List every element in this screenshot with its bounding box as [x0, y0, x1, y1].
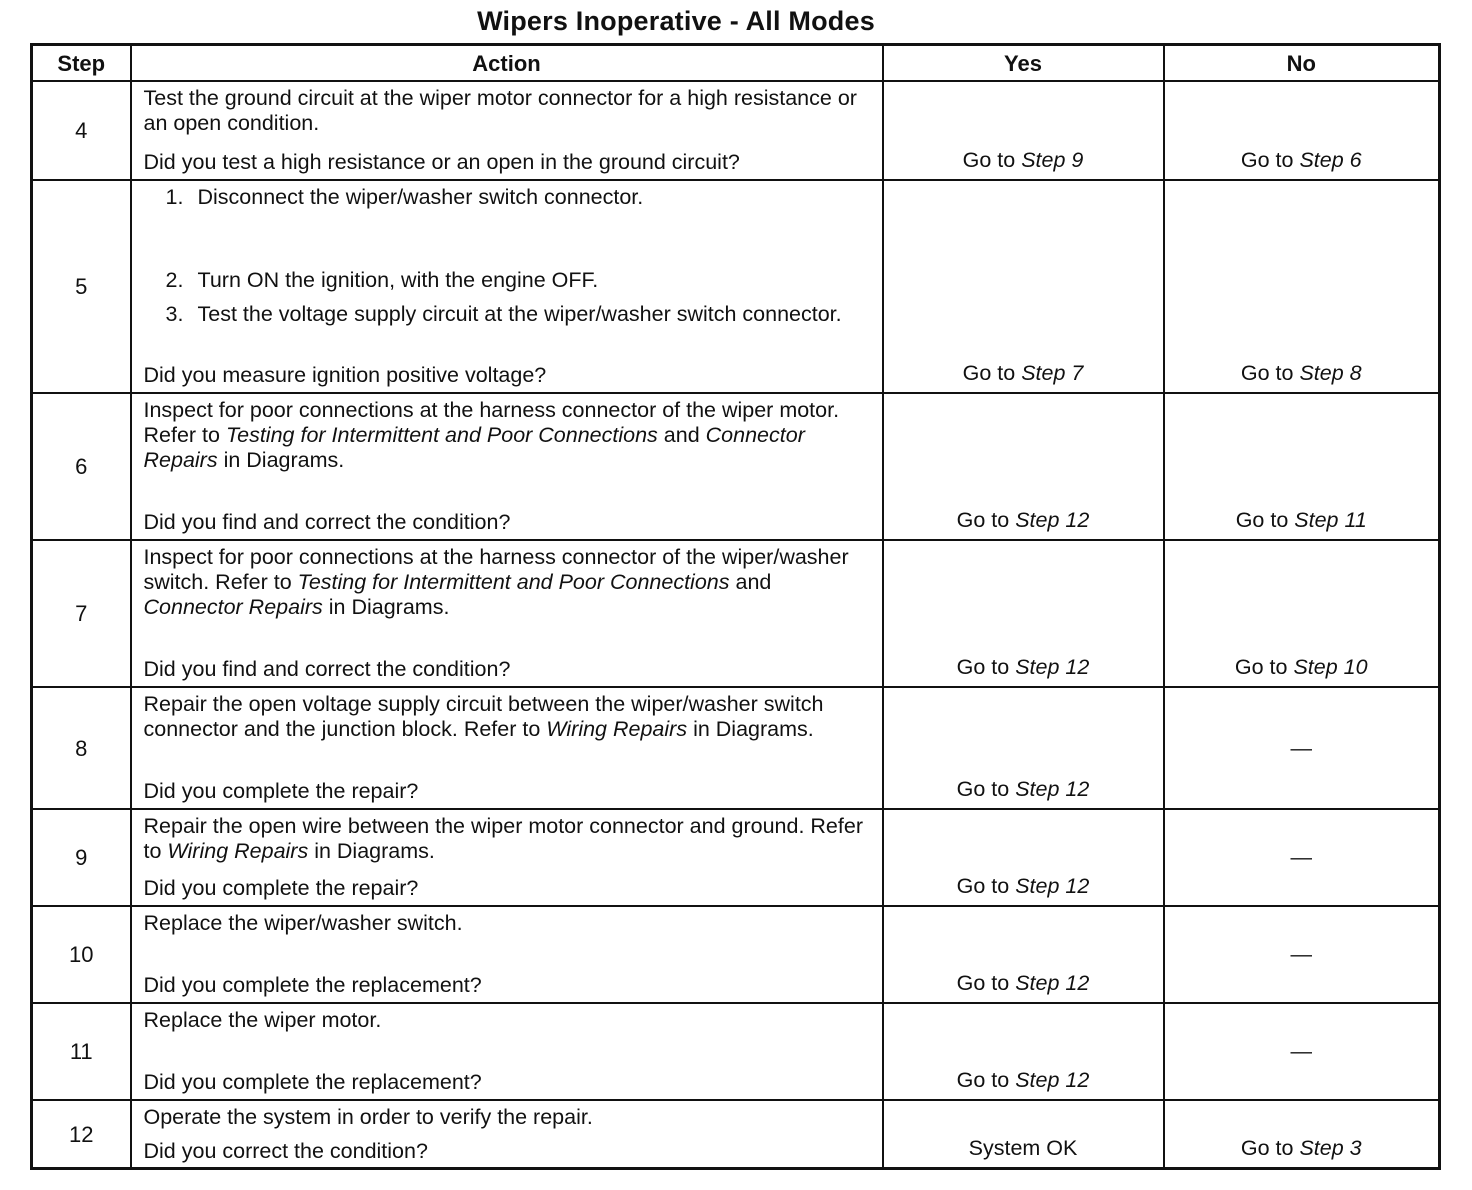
- no-step-link[interactable]: Step 8: [1299, 361, 1362, 385]
- step-number: 11: [32, 1003, 131, 1100]
- no-cell: [1164, 393, 1440, 540]
- step-number: 12: [32, 1100, 131, 1169]
- step-number: 7: [32, 540, 131, 687]
- action-cell: [131, 906, 883, 1003]
- action-question: Did you complete the replacement?: [143, 973, 482, 997]
- text-segment: Inspect for poor connections at the harness connector of the wiper/washer switch. Refer to: [143, 545, 849, 594]
- yes-cell: [883, 1003, 1164, 1100]
- table-row: [32, 393, 1440, 540]
- text-segment: Inspect for poor connections at the harness connector of the wiper motor. Refer to: [143, 398, 840, 447]
- text-segment: Repair the open wire between the wiper motor connector and ground. Refer to: [143, 814, 863, 863]
- table-row: [32, 1100, 1440, 1169]
- action-question: Did you measure ignition positive voltage?: [143, 363, 547, 387]
- yes-cell: [883, 81, 1164, 180]
- no-prefix: Go to: [1235, 508, 1289, 532]
- no-prefix: Go to: [1240, 148, 1294, 172]
- yes-step-link[interactable]: Step 9: [1021, 148, 1084, 172]
- reference-link[interactable]: Testing for Intermittent and Poor Connections: [225, 423, 658, 447]
- yes-step-link[interactable]: Step 7: [1021, 361, 1084, 385]
- yes-cell: [883, 687, 1164, 809]
- yes-prefix: Go to: [956, 655, 1010, 679]
- list-item: [166, 185, 874, 210]
- action-text: [144, 394, 874, 473]
- yes-step-link[interactable]: Step 12: [1015, 508, 1090, 532]
- yes-prefix: Go to: [956, 777, 1010, 801]
- header-action: Action: [131, 45, 883, 82]
- action-question: Did you complete the repair?: [143, 876, 419, 900]
- step-number: 8: [32, 687, 131, 809]
- yes-step-link[interactable]: Step 12: [1015, 971, 1090, 995]
- no-step-link[interactable]: Step 6: [1299, 148, 1362, 172]
- reference-link[interactable]: Connector Repairs: [143, 423, 805, 472]
- header-row: [32, 45, 1440, 82]
- action-text: Operate the system in order to verify the repair.: [143, 1105, 593, 1129]
- action-cell: [131, 393, 883, 540]
- list-number: 1.: [165, 185, 184, 209]
- action-question: Did you complete the repair?: [143, 779, 419, 803]
- reference-link[interactable]: Connector Repairs: [143, 595, 323, 619]
- list-text: Disconnect the wiper/washer switch connector.: [197, 185, 644, 209]
- list-text: Test the voltage supply circuit at the wiper/washer switch connector.: [197, 302, 842, 326]
- header-no: No: [1164, 45, 1440, 82]
- step-number: 9: [32, 809, 131, 906]
- no-cell: —: [1164, 906, 1440, 1003]
- action-question: Did you correct the condition?: [143, 1139, 428, 1163]
- yes-prefix: Go to: [956, 874, 1010, 898]
- text-segment: and: [663, 423, 700, 447]
- no-prefix: Go to: [1240, 1136, 1294, 1160]
- step-number: 10: [32, 906, 131, 1003]
- action-text: Replace the wiper motor.: [143, 1008, 382, 1032]
- yes-prefix: Go to: [956, 508, 1010, 532]
- action-text: [144, 541, 874, 620]
- table-row: [32, 540, 1440, 687]
- table-row: [32, 906, 1440, 1003]
- header-yes: Yes: [883, 45, 1164, 82]
- text-segment: in Diagrams.: [693, 717, 814, 741]
- yes-cell: [883, 906, 1164, 1003]
- table-row: [32, 1003, 1440, 1100]
- action-question: Did you test a high resistance or an open in the ground circuit?: [143, 150, 740, 174]
- no-step-link[interactable]: Step 11: [1294, 508, 1367, 532]
- action-cell: [131, 540, 883, 687]
- yes-prefix: Go to: [962, 361, 1016, 385]
- no-step-link[interactable]: Step 10: [1293, 655, 1368, 679]
- yes-cell: [883, 540, 1164, 687]
- no-cell: —: [1164, 1003, 1440, 1100]
- action-cell: [131, 687, 883, 809]
- yes-step-link[interactable]: Step 12: [1015, 777, 1090, 801]
- action-text: [144, 688, 874, 742]
- step-number: 6: [32, 393, 131, 540]
- no-cell: —: [1164, 687, 1440, 809]
- action-cell: [131, 180, 883, 393]
- no-step-link[interactable]: Step 3: [1299, 1136, 1362, 1160]
- action-text: Replace the wiper/washer switch.: [143, 911, 463, 935]
- step-number: 4: [32, 81, 131, 180]
- diagnostic-table: [30, 43, 1441, 1170]
- text-segment: in Diagrams.: [328, 595, 450, 619]
- text-segment: Repair the open voltage supply circuit between the wiper/washer switch connector and the junction block. Refer to: [143, 692, 824, 741]
- action-cell: [131, 81, 883, 180]
- yes-prefix: Go to: [956, 971, 1010, 995]
- action-question: Did you find and correct the condition?: [143, 657, 511, 681]
- action-cell: [131, 1003, 883, 1100]
- table-row: [32, 81, 1440, 180]
- action-text: [144, 810, 874, 864]
- list-number: 2.: [165, 268, 184, 292]
- reference-link[interactable]: Testing for Intermittent and Poor Connections: [297, 570, 730, 594]
- action-question: Did you find and correct the condition?: [143, 510, 511, 534]
- text-segment: in Diagrams.: [314, 839, 435, 863]
- no-cell: [1164, 1100, 1440, 1169]
- text-segment: in Diagrams.: [223, 448, 345, 472]
- yes-cell: [883, 180, 1164, 393]
- action-cell: [131, 1100, 883, 1169]
- yes-cell: [883, 393, 1164, 540]
- yes-step-link[interactable]: Step 12: [1015, 1068, 1090, 1092]
- action-text: Test the ground circuit at the wiper motor connector for a high resistance or an open condition.: [143, 86, 857, 135]
- text-segment: and: [735, 570, 772, 594]
- no-cell: [1164, 540, 1440, 687]
- no-cell: [1164, 180, 1440, 393]
- list-item: [166, 268, 874, 293]
- list-number: 3.: [165, 302, 184, 326]
- procedure-list: [144, 181, 874, 327]
- list-text: Turn ON the ignition, with the engine OFF.: [197, 268, 599, 292]
- table-row: [32, 687, 1440, 809]
- no-cell: —: [1164, 809, 1440, 906]
- step-number: 5: [32, 180, 131, 393]
- header-step: Step: [32, 45, 131, 82]
- action-cell: [131, 809, 883, 906]
- yes-step-link[interactable]: Step 12: [1015, 874, 1090, 898]
- yes-cell: System OK: [883, 1100, 1164, 1169]
- yes-step-link[interactable]: Step 12: [1015, 655, 1090, 679]
- table-row: [32, 809, 1440, 906]
- yes-cell: [883, 809, 1164, 906]
- action-question: Did you complete the replacement?: [143, 1070, 482, 1094]
- reference-link[interactable]: Wiring Repairs: [167, 839, 309, 863]
- document-title: Wipers Inoperative - All Modes: [477, 6, 875, 36]
- reference-link[interactable]: Wiring Repairs: [546, 717, 688, 741]
- table-row: [32, 180, 1440, 393]
- yes-prefix: Go to: [956, 1068, 1010, 1092]
- list-item: [166, 302, 874, 327]
- yes-prefix: Go to: [962, 148, 1016, 172]
- no-prefix: Go to: [1234, 655, 1288, 679]
- no-prefix: Go to: [1240, 361, 1294, 385]
- no-cell: [1164, 81, 1440, 180]
